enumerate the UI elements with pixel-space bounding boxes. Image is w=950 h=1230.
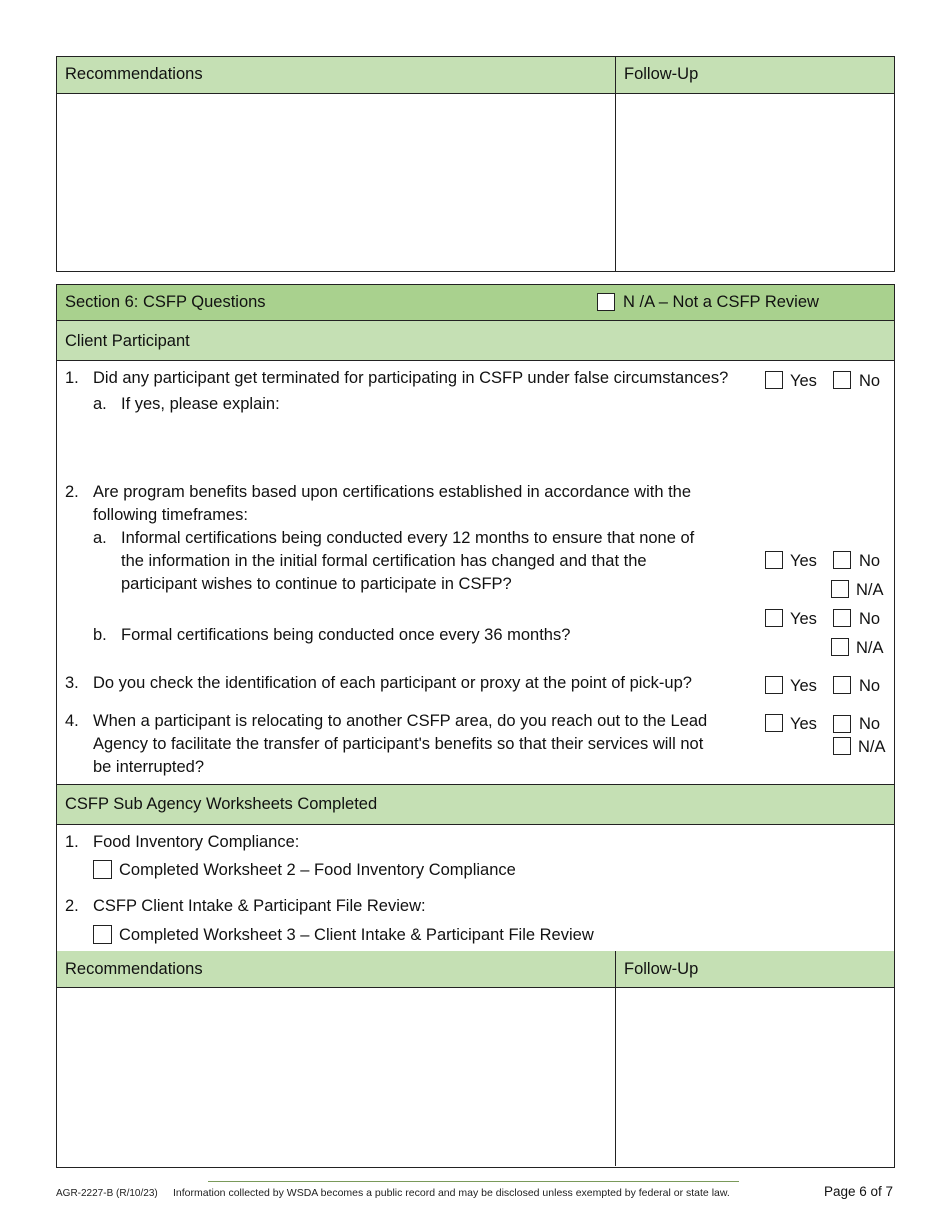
top-recommendations-table — [56, 56, 895, 272]
bottom-recommendations-field[interactable] — [57, 988, 615, 1166]
q2b-na-checkbox[interactable] — [831, 638, 849, 656]
q3-yes-label: Yes — [790, 677, 817, 695]
q4-na-checkbox[interactable] — [833, 737, 851, 755]
q1a-text: If yes, please explain: — [121, 395, 280, 413]
q3-text: Do you check the identification of each participant or proxy at the point of pick-up? — [93, 674, 692, 692]
q2a-na-label: N/A — [856, 581, 884, 599]
bottom-followup-field[interactable] — [616, 988, 894, 1166]
q2b-yes-label: Yes — [790, 610, 817, 628]
q1a-letter: a. — [93, 395, 107, 413]
q2b-na-label: N/A — [856, 639, 884, 657]
w2-number: 2. — [65, 897, 79, 915]
section6-table — [56, 284, 895, 952]
section6-title: Section 6: CSFP Questions — [65, 293, 266, 311]
q2b-letter: b. — [93, 626, 107, 644]
q2a-no-checkbox[interactable] — [833, 551, 851, 569]
q1-text: Did any participant get terminated for participating in CSFP under false circumstances? — [93, 369, 729, 387]
q2b-text: Formal certifications being conducted once every 36 months? — [121, 626, 571, 644]
q2-number: 2. — [65, 483, 79, 501]
q4-na-label: N/A — [858, 738, 886, 756]
q2a-no-label: No — [859, 552, 881, 570]
q1-yes-checkbox[interactable] — [765, 371, 783, 389]
q2b-no-checkbox[interactable] — [833, 609, 851, 627]
q4-line2: Agency to facilitate the transfer of participant's benefits so that their services will not — [93, 735, 704, 753]
q2b-no-label: No — [859, 610, 881, 628]
q2b-yes-checkbox[interactable] — [765, 609, 783, 627]
bottom-recommendations-table — [56, 951, 895, 1168]
top-followup-label: Follow-Up — [624, 65, 699, 83]
top-followup-field[interactable] — [616, 94, 894, 271]
footer-rule — [208, 1181, 739, 1182]
top-recommendations-label: Recommendations — [65, 65, 203, 83]
client-participant-label: Client Participant — [65, 332, 190, 350]
q1-no-label: No — [859, 372, 881, 390]
q3-number: 3. — [65, 674, 79, 692]
public-record-notice: Information collected by WSDA becomes a public record and may be disclosed unless exempted by federal or state law. — [173, 1187, 730, 1199]
q1-no-checkbox[interactable] — [833, 371, 851, 389]
w1-check-label: Completed Worksheet 2 – Food Inventory Compliance — [119, 861, 516, 879]
q4-yes-label: Yes — [790, 715, 817, 733]
q2-line1: Are program benefits based upon certifications established in accordance with the — [93, 483, 692, 501]
q2a-line1: Informal certifications being conducted every 12 months to ensure that none of — [121, 529, 695, 547]
q4-line1: When a participant is relocating to another CSFP area, do you reach out to the Lead — [93, 712, 708, 730]
w1-text: Food Inventory Compliance: — [93, 833, 300, 851]
q3-no-checkbox[interactable] — [833, 676, 851, 694]
w2-text: CSFP Client Intake & Participant File Review: — [93, 897, 426, 915]
q4-number: 4. — [65, 712, 79, 730]
na-checkbox[interactable] — [597, 293, 615, 311]
q2a-na-checkbox[interactable] — [831, 580, 849, 598]
bottom-followup-label: Follow-Up — [624, 960, 699, 978]
q2a-letter: a. — [93, 529, 107, 547]
q3-yes-checkbox[interactable] — [765, 676, 783, 694]
page-number: Page 6 of 7 — [824, 1184, 894, 1199]
bottom-recommendations-label: Recommendations — [65, 960, 203, 978]
top-recommendations-field[interactable] — [57, 94, 615, 271]
q4-no-label: No — [859, 715, 881, 733]
w1-checkbox[interactable] — [93, 860, 112, 879]
q2a-line2: the information in the initial formal certification has changed and that the — [121, 552, 647, 570]
w2-check-label: Completed Worksheet 3 – Client Intake & Participant File Review — [119, 926, 594, 944]
q3-no-label: No — [859, 677, 881, 695]
q4-yes-checkbox[interactable] — [765, 714, 783, 732]
form-id: AGR-2227-B (R/10/23) — [56, 1188, 158, 1199]
q2a-yes-checkbox[interactable] — [765, 551, 783, 569]
worksheets-label: CSFP Sub Agency Worksheets Completed — [65, 795, 378, 813]
q1-yes-label: Yes — [790, 372, 817, 390]
w2-checkbox[interactable] — [93, 925, 112, 944]
q1-number: 1. — [65, 369, 79, 387]
w1-number: 1. — [65, 833, 79, 851]
q4-no-checkbox[interactable] — [833, 715, 851, 733]
q2-line2: following timeframes: — [93, 506, 248, 524]
q2a-line3: participant wishes to continue to participate in CSFP? — [121, 575, 512, 593]
q4-line3: be interrupted? — [93, 758, 204, 776]
q1a-explain-field[interactable] — [121, 418, 761, 473]
q2a-yes-label: Yes — [790, 552, 817, 570]
na-label: N /A – Not a CSFP Review — [623, 293, 819, 311]
